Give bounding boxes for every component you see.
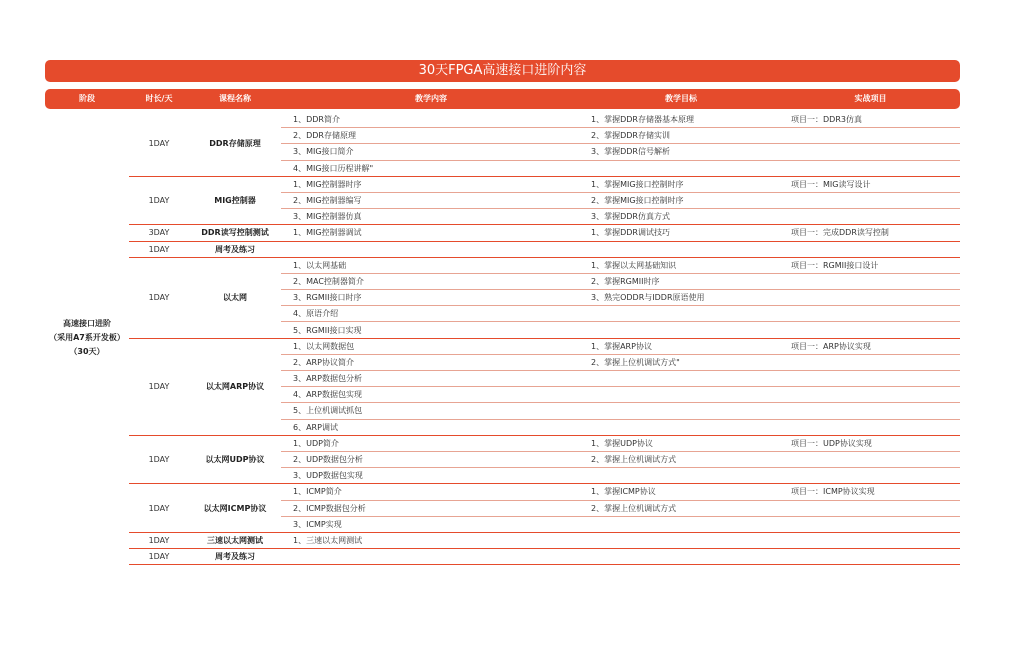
project-cell <box>781 419 960 435</box>
content-cell: 1、DDR简介 <box>281 112 581 128</box>
project-cell <box>781 549 960 565</box>
table-row <box>45 484 960 500</box>
project-cell: 项目一：DDR3仿真 <box>781 112 960 128</box>
content-cell: 6、ARP调试 <box>281 419 581 435</box>
course-name-cell: 周考及练习 <box>189 241 281 257</box>
content-cell: 2、UDP数据包分析 <box>281 451 581 467</box>
duration-cell: 1DAY <box>129 435 189 484</box>
goal-cell <box>581 419 781 435</box>
goal-cell <box>581 160 781 176</box>
project-cell <box>781 403 960 419</box>
project-cell: 项目一：UDP协议实现 <box>781 435 960 451</box>
content-cell: 2、MAC控制器简介 <box>281 273 581 289</box>
duration-cell: 3DAY <box>129 225 189 241</box>
duration-cell: 1DAY <box>129 112 189 176</box>
content-cell: 1、UDP简介 <box>281 435 581 451</box>
content-cell: 3、MIG控制器仿真 <box>281 209 581 225</box>
project-cell <box>781 128 960 144</box>
goal-cell <box>581 371 781 387</box>
content-cell: 3、UDP数据包实现 <box>281 468 581 484</box>
content-cell: 2、MIG控制器编写 <box>281 192 581 208</box>
content-cell: 1、MIG控制器调试 <box>281 225 581 241</box>
course-name-cell: 以太网 <box>189 257 281 338</box>
duration-cell: 1DAY <box>129 484 189 533</box>
goal-cell: 2、掌握DDR存储实训 <box>581 128 781 144</box>
goal-cell: 2、掌握RGMII时序 <box>581 273 781 289</box>
duration-cell: 1DAY <box>129 338 189 435</box>
content-cell: 3、ARP数据包分析 <box>281 371 581 387</box>
table-row <box>45 338 960 354</box>
header-course-name: 课程名称 <box>219 94 251 103</box>
goal-cell: 2、掌握上位机调试方式" <box>581 354 781 370</box>
project-cell <box>781 273 960 289</box>
goal-cell: 2、掌握上位机调试方式 <box>581 451 781 467</box>
project-cell <box>781 160 960 176</box>
course-name-cell: 周考及练习 <box>189 549 281 565</box>
table-row <box>45 112 960 128</box>
project-cell <box>781 144 960 160</box>
content-cell: 3、MIG接口简介 <box>281 144 581 160</box>
course-name-cell: 以太网ARP协议 <box>189 338 281 435</box>
content-cell: 5、上位机调试抓包 <box>281 403 581 419</box>
page-title: 30天FPGA高速接口进阶内容 <box>45 60 960 82</box>
content-cell: 1、以太网基础 <box>281 257 581 273</box>
content-cell: 2、ICMP数据包分析 <box>281 500 581 516</box>
goal-cell: 1、掌握以太网基础知识 <box>581 257 781 273</box>
table-row <box>45 257 960 273</box>
goal-cell <box>581 468 781 484</box>
content-cell: 2、ARP协议简介 <box>281 354 581 370</box>
project-cell <box>781 306 960 322</box>
content-cell <box>281 241 581 257</box>
content-cell: 1、以太网数据包 <box>281 338 581 354</box>
project-cell <box>781 354 960 370</box>
project-cell <box>781 451 960 467</box>
goal-cell: 2、掌握MIG接口控制时序 <box>581 192 781 208</box>
project-cell <box>781 241 960 257</box>
goal-cell: 3、掌握DDR信号解析 <box>581 144 781 160</box>
goal-cell: 1、掌握MIG接口控制时序 <box>581 176 781 192</box>
content-cell: 1、MIG控制器时序 <box>281 176 581 192</box>
project-cell <box>781 209 960 225</box>
header-stage: 阶段 <box>79 94 95 103</box>
goal-cell: 1、掌握UDP协议 <box>581 435 781 451</box>
table-row <box>45 225 960 241</box>
table-row <box>45 532 960 548</box>
project-cell: 项目一：ARP协议实现 <box>781 338 960 354</box>
goal-cell: 1、掌握ICMP协议 <box>581 484 781 500</box>
course-name-cell: 以太网ICMP协议 <box>189 484 281 533</box>
goal-cell: 1、掌握ARP协议 <box>581 338 781 354</box>
goal-cell: 1、掌握DDR存储器基本原理 <box>581 112 781 128</box>
duration-cell: 1DAY <box>129 257 189 338</box>
stage-cell <box>45 112 129 565</box>
header-goal: 教学目标 <box>665 94 697 103</box>
goal-cell <box>581 403 781 419</box>
course-name-cell: MIG控制器 <box>189 176 281 225</box>
content-cell: 4、ARP数据包实现 <box>281 387 581 403</box>
project-cell: 项目一：ICMP协议实现 <box>781 484 960 500</box>
duration-cell: 1DAY <box>129 241 189 257</box>
project-cell: 项目一：MIG读写设计 <box>781 176 960 192</box>
project-cell <box>781 387 960 403</box>
goal-cell <box>581 387 781 403</box>
content-cell: 4、MIG接口历程讲解" <box>281 160 581 176</box>
course-name-cell: DDR读写控制测试 <box>189 225 281 241</box>
goal-cell <box>581 241 781 257</box>
content-cell: 5、RGMII接口实现 <box>281 322 581 338</box>
header-content: 教学内容 <box>415 94 447 103</box>
duration-cell: 1DAY <box>129 549 189 565</box>
project-cell <box>781 516 960 532</box>
content-cell: 3、ICMP实现 <box>281 516 581 532</box>
content-cell: 4、原语介绍 <box>281 306 581 322</box>
project-cell <box>781 290 960 306</box>
project-cell <box>781 322 960 338</box>
course-name-cell: 三速以太网测试 <box>189 532 281 548</box>
table-row <box>45 435 960 451</box>
course-name-cell: DDR存储原理 <box>189 112 281 176</box>
goal-cell: 3、熟完ODDR与IDDR原语使用 <box>581 290 781 306</box>
goal-cell <box>581 322 781 338</box>
curriculum-table <box>45 112 960 565</box>
header-project: 实战项目 <box>854 94 887 103</box>
goal-cell <box>581 532 781 548</box>
table-row <box>45 176 960 192</box>
content-cell: 2、DDR存储原理 <box>281 128 581 144</box>
goal-cell <box>581 516 781 532</box>
header-duration: 时长/天 <box>145 94 173 103</box>
project-cell <box>781 192 960 208</box>
content-cell: 1、三速以太网测试 <box>281 532 581 548</box>
stage-label-line3: （30天） <box>69 347 105 357</box>
table-header <box>45 89 960 109</box>
project-cell <box>781 468 960 484</box>
project-cell: 项目一：完成DDR读写控制 <box>781 225 960 241</box>
goal-cell: 3、掌握DDR仿真方式 <box>581 209 781 225</box>
course-name-cell: 以太网UDP协议 <box>189 435 281 484</box>
table-row <box>45 549 960 565</box>
content-cell: 3、RGMII接口时序 <box>281 290 581 306</box>
goal-cell <box>581 549 781 565</box>
goal-cell: 1、掌握DDR调试技巧 <box>581 225 781 241</box>
project-cell <box>781 532 960 548</box>
goal-cell <box>581 306 781 322</box>
project-cell: 项目一：RGMII接口设计 <box>781 257 960 273</box>
stage-label-line2: （采用A7系开发板） <box>49 333 125 343</box>
project-cell <box>781 500 960 516</box>
duration-cell: 1DAY <box>129 176 189 225</box>
stage-label-line1: 高速接口进阶 <box>63 319 111 329</box>
content-cell <box>281 549 581 565</box>
duration-cell: 1DAY <box>129 532 189 548</box>
content-cell: 1、ICMP简介 <box>281 484 581 500</box>
goal-cell: 2、掌握上位机调试方式 <box>581 500 781 516</box>
project-cell <box>781 371 960 387</box>
table-row <box>45 241 960 257</box>
